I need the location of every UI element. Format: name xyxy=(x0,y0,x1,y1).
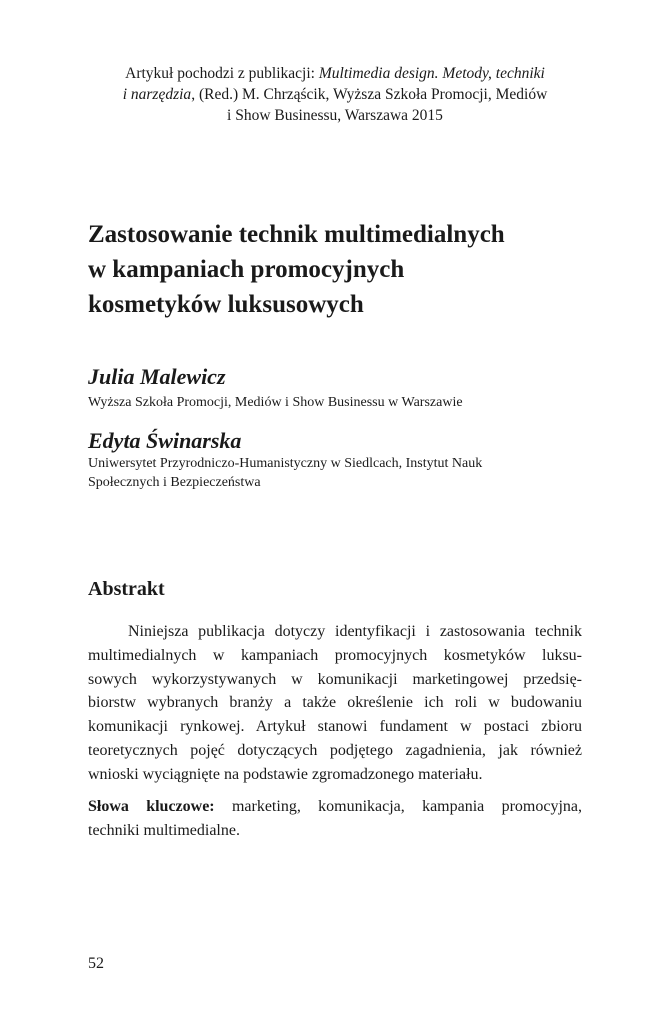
abstract-line: wnioski wyciągnięte na podstawie zgromadzonego materiału. xyxy=(88,765,483,783)
abstract-line: multimedialnych w kampaniach promocyjnych kosmetyków luksu- xyxy=(88,646,582,664)
author-name-2: Edyta Świnarska xyxy=(88,428,242,453)
abstract-line: sowych wykorzystywanych w komunikacji marketingowej przedsię- xyxy=(88,670,582,688)
book-title-continued: i narzędzia xyxy=(122,86,192,103)
article-title xyxy=(88,217,608,322)
keywords xyxy=(88,795,582,843)
abstract-line: Niniejsza publikacja dotyczy identyfikacji i zastosowania technik xyxy=(128,623,582,640)
author-name-1: Julia Malewicz xyxy=(88,364,226,389)
affiliation-line: Społecznych i Bezpieczeństwa xyxy=(88,475,261,490)
abstract-heading: Abstrakt xyxy=(88,578,165,600)
affiliation-line: Uniwersytet Przyrodniczo-Humanistyczny w Siedlcach, Instytut Nauk xyxy=(88,456,483,471)
publication-note-line-1: Artykuł pochodzi z publikacji: Multimedia design. Metody, techniki xyxy=(125,65,545,82)
publication-note-line-3: i Show Businessu, Warszawa 2015 xyxy=(227,107,443,124)
keywords-line: techniki multimedialne. xyxy=(88,821,240,839)
page-number: 52 xyxy=(88,955,104,972)
title-line: kosmetyków luksusowych xyxy=(88,291,364,318)
keywords-label: Słowa kluczowe: xyxy=(88,798,215,815)
title-line: w kampaniach promocyjnych xyxy=(88,256,405,283)
abstract-line: teoretycznych pojęć dotyczących podjętego zagadnienia, jak również xyxy=(88,741,582,759)
publication-note-line-2: i narzędzia, (Red.) M. Chrząścik, Wyższa Szkoła Promocji, Mediów xyxy=(122,86,548,103)
abstract-line: biorstw wybranych branży a także określenie ich roli w budowaniu xyxy=(88,694,582,712)
abstract-body xyxy=(88,620,582,787)
abstract-line: komunikacji rynkowej. Artykuł stanowi fundament w postaci zbioru xyxy=(88,718,582,736)
book-title: Multimedia design. Metody, techniki xyxy=(318,65,545,82)
title-line: Zastosowanie technik multimedialnych xyxy=(88,221,505,248)
affiliation-line: Wyższa Szkoła Promocji, Mediów i Show Businessu w Warszawie xyxy=(88,395,463,410)
keywords-line: Słowa kluczowe: marketing, komunikacja, kampania promocyjna, xyxy=(88,798,583,815)
author-affiliation-1 xyxy=(88,393,582,412)
publication-note xyxy=(88,63,582,126)
author-affiliation-2 xyxy=(88,454,582,492)
